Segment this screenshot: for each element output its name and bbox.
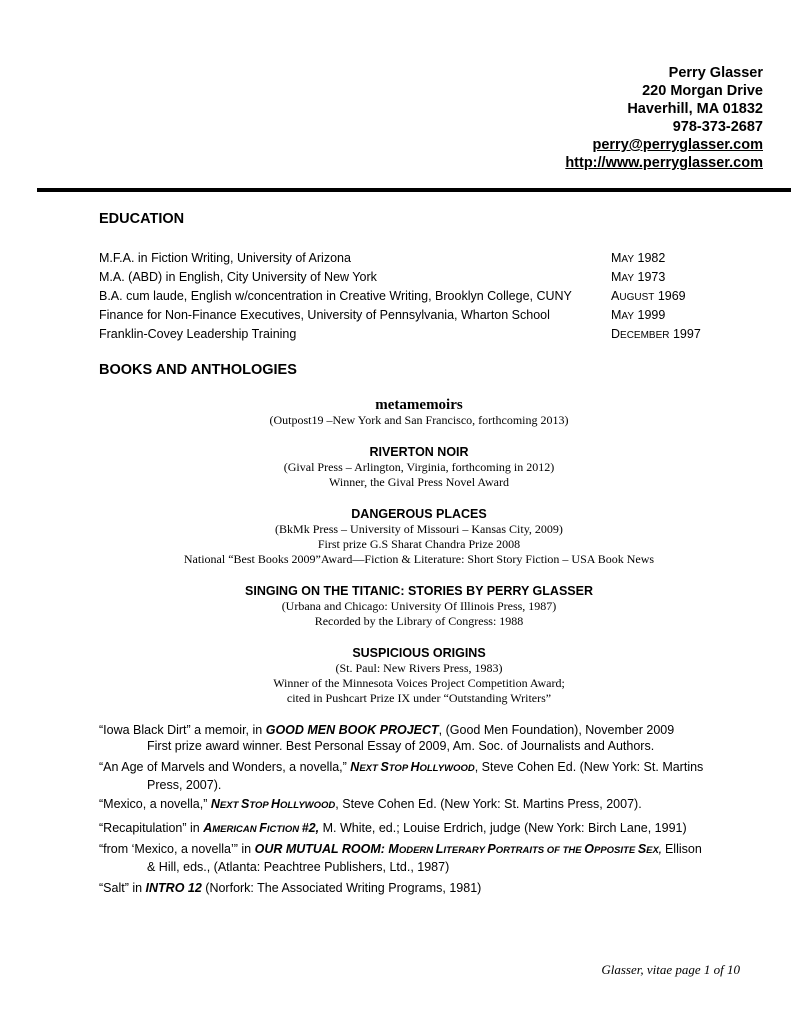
author-name: Perry Glasser bbox=[668, 65, 763, 81]
book-detail: First prize G.S Sharat Chandra Prize 2008 bbox=[317, 537, 521, 551]
book-detail: (Gival Press – Arlington, Virginia, forthcoming in 2012) bbox=[283, 460, 555, 474]
street-address: 220 Morgan Drive bbox=[642, 83, 763, 99]
degree-text: B.A. cum laude, English w/concentration in Creative Writing, Brooklyn College, CUNY bbox=[99, 288, 572, 303]
education-row bbox=[99, 305, 739, 324]
publication-entry: “Salt” in INTRO 12 (Norfork: The Associated Writing Programs, 1981) bbox=[99, 881, 482, 895]
book-title: DANGEROUS PLACES bbox=[351, 507, 487, 521]
book-entry bbox=[99, 397, 739, 428]
phone-number: 978-373-2687 bbox=[672, 119, 763, 135]
book-entry bbox=[99, 645, 739, 706]
publication-note: Press, 2007). bbox=[147, 778, 222, 792]
book-entry bbox=[99, 506, 739, 567]
book-detail: (Urbana and Chicago: University Of Illinois Press, 1987) bbox=[281, 599, 557, 613]
degree-date: MAY 1973 bbox=[611, 269, 666, 284]
book-detail: (Outpost19 –New York and San Francisco, forthcoming 2013) bbox=[269, 413, 569, 427]
book-detail: cited in Pushcart Prize IX under “Outstanding Writers” bbox=[286, 691, 552, 705]
degree-text: M.A. (ABD) in English, City University of New York bbox=[99, 269, 377, 284]
header-divider bbox=[37, 188, 791, 192]
book-title: metamemoirs bbox=[375, 397, 463, 413]
degree-text: M.F.A. in Fiction Writing, University of Arizona bbox=[99, 250, 351, 265]
book-title: RIVERTON NOIR bbox=[369, 445, 469, 459]
city-state-zip: Haverhill, MA 01832 bbox=[627, 101, 763, 117]
book-detail: National “Best Books 2009”Award—Fiction & Literature: Short Story Fiction – USA Book News bbox=[183, 552, 655, 566]
book-entry bbox=[99, 444, 739, 490]
book-detail: (St. Paul: New Rivers Press, 1983) bbox=[335, 661, 503, 675]
book-detail: Winner, the Gival Press Novel Award bbox=[329, 475, 509, 489]
publication-note: First prize award winner. Best Personal Essay of 2009, Am. Soc. of Journalists and Authors. bbox=[147, 739, 655, 753]
website-link[interactable]: http://www.perryglasser.com bbox=[565, 155, 763, 171]
publication-entry: “Iowa Black Dirt” a memoir, in GOOD MEN BOOK PROJECT, (Good Men Foundation), November 2009 First prize award winner. Best Personal Essay of 2009, Am. Soc. of Journalists and Authors. bbox=[99, 722, 739, 754]
page-footer: Glasser, vitae page 1 of 10 bbox=[601, 962, 740, 977]
education-row bbox=[99, 267, 739, 286]
book-entry bbox=[99, 583, 739, 629]
book-detail: Recorded by the Library of Congress: 1988 bbox=[314, 614, 524, 628]
book-title: SINGING ON THE TITANIC: STORIES BY PERRY GLASSER bbox=[245, 584, 593, 598]
publication-note: & Hill, eds., (Atlanta: Peachtree Publishers, Ltd., 1987) bbox=[147, 860, 450, 874]
publication-entry: “An Age of Marvels and Wonders, a novella,” NEXT STOP HOLLYWOOD, Steve Cohen Ed. (New York: St. Martins Press, 2007). bbox=[99, 759, 739, 793]
education-row bbox=[99, 248, 739, 267]
degree-date: MAY 1982 bbox=[611, 250, 666, 265]
education-row bbox=[99, 286, 739, 305]
publication-entry: “Recapitulation” in AMERICAN FICTION #2, M. White, ed.; Louise Erdrich, judge (New York: Birch Lane, 1991) bbox=[99, 821, 687, 835]
email-link[interactable]: perry@perryglasser.com bbox=[592, 137, 763, 153]
education-heading: EDUCATION bbox=[99, 211, 185, 227]
book-detail: (BkMk Press – University of Missouri – Kansas City, 2009) bbox=[275, 522, 563, 536]
education-list bbox=[99, 248, 739, 343]
degree-date: MAY 1999 bbox=[611, 307, 666, 322]
education-row bbox=[99, 324, 739, 343]
book-detail: Winner of the Minnesota Voices Project Competition Award; bbox=[273, 676, 565, 690]
degree-date: AUGUST 1969 bbox=[611, 288, 686, 303]
degree-text: Finance for Non-Finance Executives, University of Pennsylvania, Wharton School bbox=[99, 307, 550, 322]
degree-date: DECEMBER 1997 bbox=[611, 326, 701, 341]
contact-header bbox=[565, 64, 763, 172]
books-heading: BOOKS AND ANTHOLOGIES bbox=[99, 362, 297, 378]
publication-entry: “Mexico, a novella,” NEXT STOP HOLLYWOOD, Steve Cohen Ed. (New York: St. Martins Press, 2007). bbox=[99, 797, 642, 811]
degree-text: Franklin-Covey Leadership Training bbox=[99, 326, 297, 341]
book-title: SUSPICIOUS ORIGINS bbox=[352, 646, 486, 660]
publication-entry: “from ‘Mexico, a novella’” in OUR MUTUAL ROOM: MODERN LITERARY PORTRAITS OF THE OPPOSITE SEX, Ellison & Hill, eds., (Atlanta: Peachtree Publishers, Ltd., 1987) bbox=[99, 841, 739, 875]
